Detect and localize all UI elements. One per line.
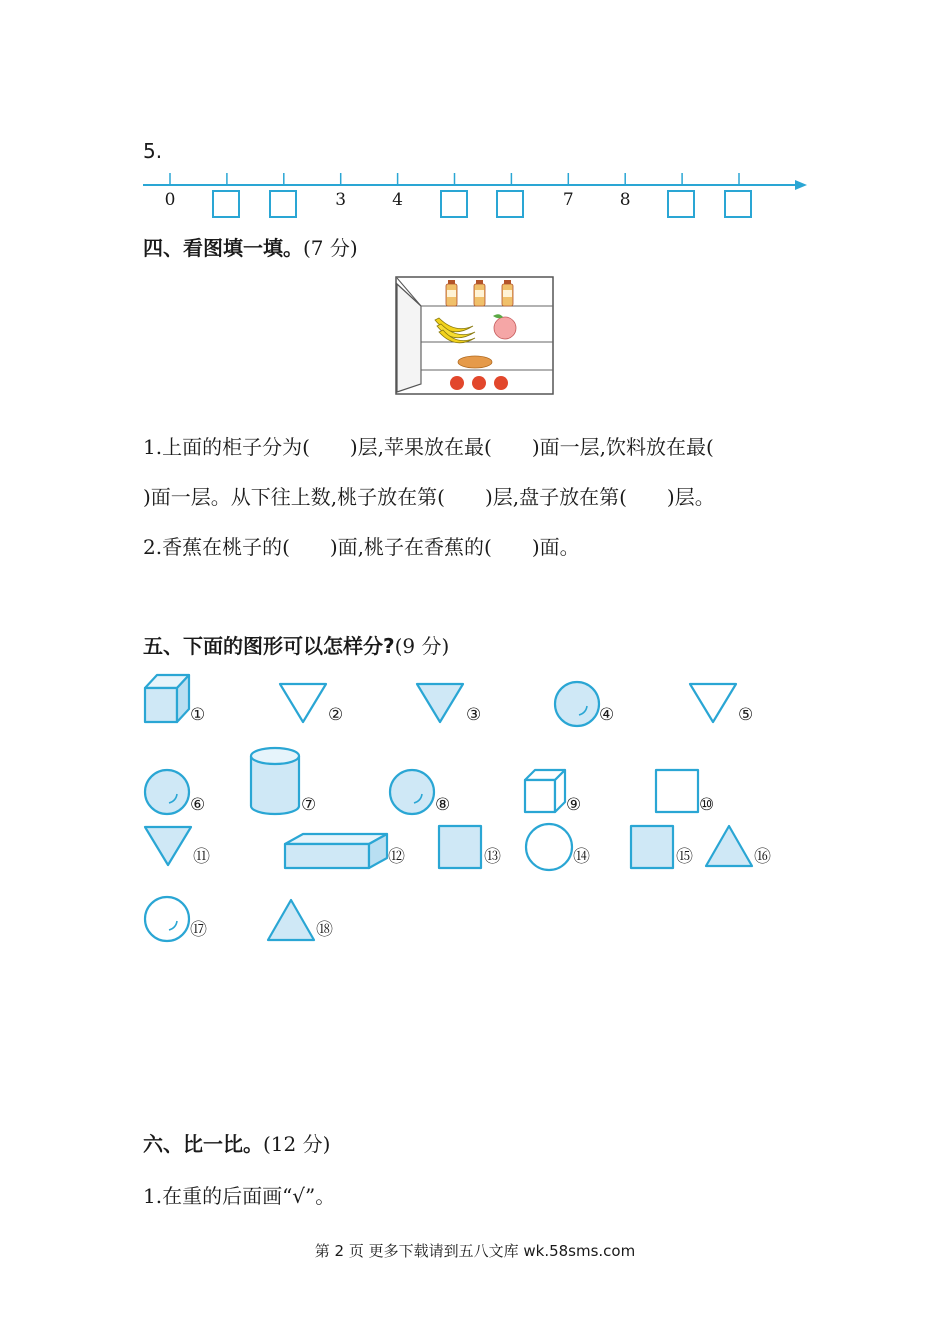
shape-number-label: ⑰ bbox=[190, 920, 207, 940]
shape-number-label: ⑯ bbox=[754, 847, 771, 867]
shape-number-label: ③ bbox=[466, 705, 482, 725]
section4-score: (7 分) bbox=[303, 236, 358, 260]
shape-number-label: ⑩ bbox=[699, 795, 715, 815]
shape-number-label: ② bbox=[328, 705, 344, 725]
section4-heading bbox=[143, 236, 358, 260]
shape-number-label: ⑤ bbox=[738, 705, 754, 725]
number-line-tick-label: 8 bbox=[619, 190, 631, 210]
shape-number-label: ⑦ bbox=[301, 795, 317, 815]
triangle-down-outline-icon bbox=[688, 682, 738, 724]
cube-icon bbox=[143, 672, 191, 724]
section4-q1-line2: )面一层。从下往上数,桃子放在第( )层,盘子放在第( )层。 bbox=[143, 485, 715, 509]
shape-number-label: ① bbox=[190, 705, 206, 725]
shape-number-label: ④ bbox=[599, 705, 615, 725]
square-filled-icon bbox=[629, 824, 675, 870]
cabinet-figure bbox=[395, 276, 555, 396]
triangle-up-filled-icon bbox=[704, 824, 754, 868]
triangle-down-filled-icon bbox=[415, 682, 465, 724]
shape-number-label: ⑧ bbox=[435, 795, 451, 815]
triangle-down-filled-icon bbox=[143, 825, 193, 867]
cuboid-icon bbox=[283, 832, 389, 870]
sphere-icon bbox=[143, 768, 191, 816]
number-line-blank-box[interactable] bbox=[440, 190, 468, 218]
number-line-blank-box[interactable] bbox=[667, 190, 695, 218]
number-line-tick-label: 0 bbox=[164, 190, 176, 210]
section6-title: 六、比一比。 bbox=[143, 1132, 263, 1156]
number-line-arrow-icon bbox=[795, 180, 807, 190]
square-outline-icon bbox=[654, 768, 700, 814]
square-filled-icon bbox=[437, 824, 483, 870]
cylinder-icon bbox=[249, 746, 301, 816]
bottle-icon bbox=[502, 280, 513, 306]
shape-number-label: ⑬ bbox=[484, 847, 501, 867]
section5-score: (9 分) bbox=[394, 634, 450, 658]
shape-number-label: ⑨ bbox=[566, 795, 582, 815]
shape-number-label: ⑱ bbox=[316, 920, 333, 940]
section4-q2: 2.香蕉在桃子的( )面,桃子在香蕉的( )面。 bbox=[143, 535, 580, 559]
cube-outline-icon bbox=[523, 768, 567, 814]
shape-number-label: ⑥ bbox=[190, 795, 206, 815]
shape-number-label: ⑮ bbox=[676, 847, 693, 867]
number-line-tick-label: 4 bbox=[392, 190, 403, 210]
section5-heading bbox=[143, 634, 449, 658]
shape-number-label: ⑭ bbox=[573, 847, 590, 867]
section5-title: 五、下面的图形可以怎样分? bbox=[143, 634, 395, 658]
number-line-blank-box[interactable] bbox=[269, 190, 297, 218]
q5-label: 5. bbox=[143, 139, 163, 163]
number-line-tick-label: 3 bbox=[335, 190, 347, 210]
section6-score: (12 分) bbox=[263, 1132, 331, 1156]
number-line-blank-box[interactable] bbox=[212, 190, 240, 218]
shape-number-label: ⑫ bbox=[388, 847, 405, 867]
number-line-blank-box[interactable] bbox=[724, 190, 752, 218]
number-line-blank-box[interactable] bbox=[496, 190, 524, 218]
section4-q1-line1: 1.上面的柜子分为( )层,苹果放在最( )面一层,饮料放在最( bbox=[143, 435, 714, 459]
number-line-tick-label: 7 bbox=[562, 190, 574, 210]
plate-icon bbox=[458, 356, 492, 368]
bottle-icon bbox=[446, 280, 457, 306]
section4-title: 四、看图填一填。 bbox=[143, 236, 303, 260]
circle-outline-icon bbox=[524, 822, 574, 872]
sphere-icon bbox=[388, 768, 436, 816]
bottle-icon bbox=[474, 280, 485, 306]
triangle-up-filled-icon bbox=[266, 898, 316, 942]
sphere-outline-icon bbox=[143, 895, 191, 943]
shape-number-label: ⑪ bbox=[193, 847, 210, 867]
section6-heading bbox=[143, 1132, 330, 1156]
page-footer: 第 2 页 更多下载请到五八文库 wk.58sms.com bbox=[314, 1242, 636, 1260]
triangle-down-outline-icon bbox=[278, 682, 328, 724]
apple-icon bbox=[450, 376, 508, 390]
section6-q1: 1.在重的后面画“√”。 bbox=[143, 1184, 336, 1208]
sphere-icon bbox=[553, 680, 601, 728]
